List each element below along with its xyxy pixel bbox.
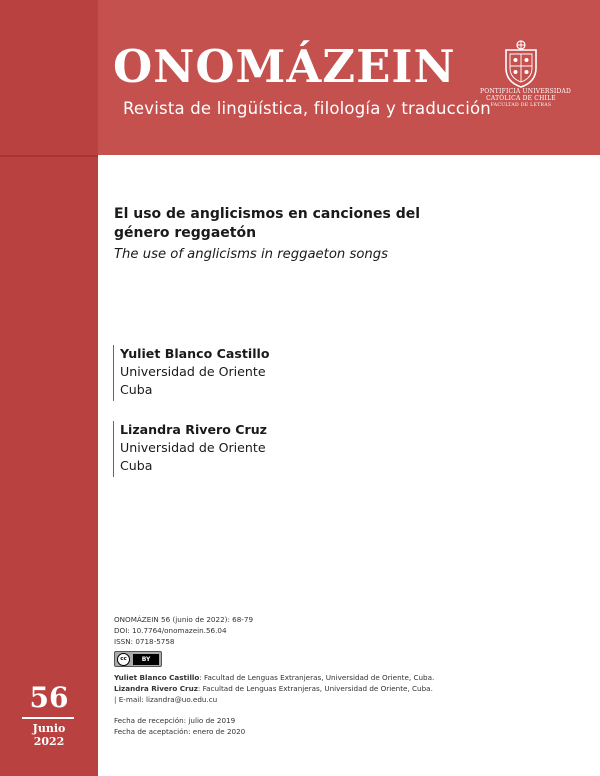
university-crest-icon (501, 38, 541, 88)
issue-year: 2022 (33, 735, 65, 748)
author-block (113, 345, 373, 401)
author-block (113, 421, 373, 477)
author-name: Yuliet Blanco Castillo (120, 346, 270, 361)
university-name-line1: PONTIFICIA UNIVERSIDAD (480, 88, 572, 95)
issue-divider (22, 717, 74, 719)
author-country: Cuba (120, 382, 153, 397)
university-logo (480, 38, 572, 122)
citation-line: ONOMÁZEIN 56 (junio de 2022): 68-79 (114, 615, 254, 624)
email-line[interactable]: | E-mail: lizandra@uo.edu.cu (114, 695, 218, 704)
side-strip (0, 0, 98, 776)
affiliation-author: Yuliet Blanco Castillo (114, 673, 200, 682)
author-country: Cuba (120, 458, 153, 473)
journal-subtitle: Revista de lingüística, filología y traducción (123, 99, 491, 118)
author-name: Lizandra Rivero Cruz (120, 422, 268, 437)
affiliation-text: : Facultad de Lenguas Extranjeras, Universidad de Oriente, Cuba. (197, 684, 433, 693)
faculty-name: FACULTAD DE LETRAS (490, 103, 552, 108)
accepted-date: Fecha de aceptación: enero de 2020 (114, 727, 246, 736)
affiliation-line (114, 684, 433, 694)
author-institution: Universidad de Oriente (120, 364, 266, 379)
received-date: Fecha de recepción: julio de 2019 (114, 716, 236, 725)
cc-license-badge[interactable] (114, 651, 162, 667)
affiliation-author: Lizandra Rivero Cruz (114, 684, 198, 693)
affiliation-line (114, 673, 434, 683)
strip-divider (0, 155, 98, 157)
issue-month: Junio (32, 722, 66, 735)
article-title: El uso de anglicismos en canciones del género reggaetón (114, 206, 421, 241)
cc-by-label: BY (133, 654, 159, 665)
author-institution: Universidad de Oriente (120, 440, 266, 455)
article-title-english: The use of anglicisms in reggaeton songs (114, 247, 389, 262)
issn-line: ISSN: 0718-5758 (114, 637, 175, 646)
cc-icon: cc (117, 653, 130, 666)
issue-number: 56 (29, 681, 69, 714)
university-name-line2: CATÓLICA DE CHILE (486, 95, 556, 102)
affiliation-text: : Facultad de Lenguas Extranjeras, Universidad de Oriente, Cuba. (199, 673, 435, 682)
doi-link[interactable]: DOI: 10.7764/onomazein.56.04 (114, 626, 227, 635)
journal-title: ONOMÁZEIN (113, 40, 456, 93)
